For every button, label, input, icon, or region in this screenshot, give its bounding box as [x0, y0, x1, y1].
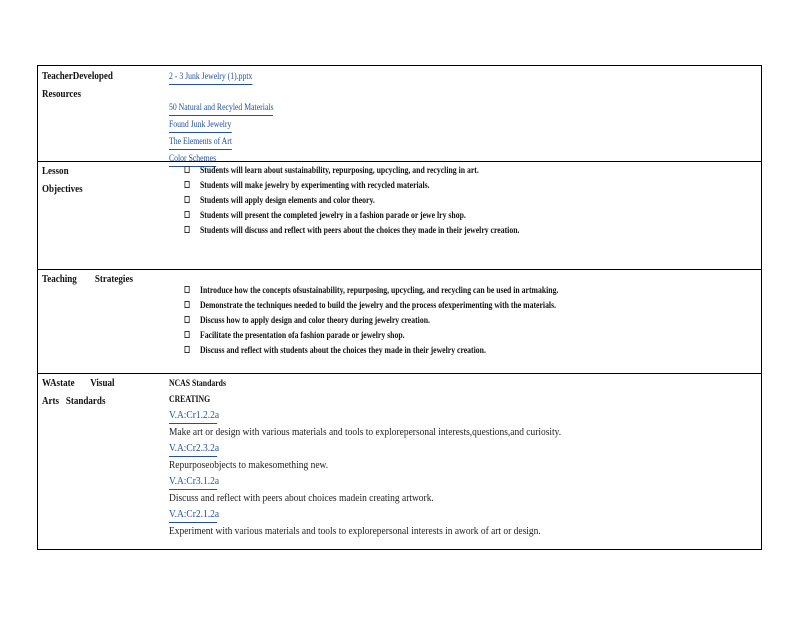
standards-subheading: CREATING: [169, 394, 211, 404]
standard-description: Experiment with various materials and tools to explorepersonal interests in awork of art or design.: [169, 525, 541, 537]
list-item: Discuss and reflect with students about the choices they made in their jewelry creation.: [169, 343, 673, 358]
standard-code-link[interactable]: V.A:Cr1.2.2a: [169, 407, 217, 424]
standard-code-link[interactable]: V.A:Cr2.3.2a: [169, 440, 217, 457]
standard-item: [169, 506, 755, 539]
standard-item: [169, 473, 755, 506]
objectives-label: Lesson Objectives: [42, 166, 83, 195]
objectives-content: [169, 163, 755, 238]
lesson-plan-table: [37, 65, 762, 550]
list-item: Students will make jewelry by experimenting with recycled materials.: [169, 178, 673, 193]
list-item: Students will present the completed jewelry in a fashion parade or jewe lry shop.: [169, 208, 673, 223]
standard-code-link[interactable]: V.A:Cr2.1.2a: [169, 506, 217, 523]
list-item: Discuss how to apply design and color theory during jewelry creation.: [169, 313, 673, 328]
strategies-content: [169, 283, 755, 358]
checkbox-icon: [184, 286, 189, 293]
checkbox-icon: [184, 331, 189, 338]
objectives-list: [169, 163, 755, 238]
strategies-row: [38, 269, 761, 374]
resources-row: [38, 66, 761, 162]
list-item: Students will discuss and reflect with peers about the choices they made in their jewelry creation.: [169, 223, 673, 238]
list-item: Demonstrate the techniques needed to build the jewelry and the process ofexperimenting with the materials.: [169, 298, 673, 313]
checkbox-icon: [184, 196, 189, 203]
checkbox-icon: [184, 346, 189, 353]
resources-label: TeacherDeveloped Resources: [42, 71, 113, 100]
checkbox-icon: [184, 211, 189, 218]
list-item: Introduce how the concepts ofsustainability, repurposing, upcycling, and recycling can be used in artmaking.: [169, 283, 673, 298]
checkbox-icon: [184, 226, 189, 233]
standards-label: WAstate Visual Arts Standards: [42, 378, 115, 407]
standard-code-link[interactable]: V.A:Cr3.1.2a: [169, 473, 217, 490]
standard-description: Repurposeobjects to makesomething new.: [169, 459, 329, 471]
resource-link-junk-jewelry[interactable]: Found Junk Jewelry: [169, 116, 231, 133]
standards-row: [38, 373, 761, 550]
list-item: Students will apply design elements and color theory.: [169, 193, 673, 208]
resource-link-materials[interactable]: 50 Natural and Recyled Materials: [169, 99, 273, 116]
checkbox-icon: [184, 301, 189, 308]
resource-link-pptx[interactable]: 2 - 3 Junk Jewelry (1).pptx: [169, 68, 252, 85]
strategies-label: Teaching Strategies: [42, 274, 133, 285]
objectives-row: [38, 161, 761, 270]
list-item: Facilitate the presentation ofa fashion parade or jewelry shop.: [169, 328, 673, 343]
standard-item: [169, 440, 755, 473]
checkbox-icon: [184, 166, 189, 173]
standards-content: [169, 375, 755, 539]
standard-description: Discuss and reflect with peers about choices madein creating artwork.: [169, 492, 434, 504]
resource-link-elements-of-art[interactable]: The Elements of Art: [169, 133, 232, 150]
standard-item: [169, 407, 755, 440]
checkbox-icon: [184, 181, 189, 188]
resources-content: [169, 68, 755, 167]
standard-description: Make art or design with various materials and tools to explorepersonal interests,questions,and curiosity.: [169, 426, 562, 438]
list-item: Students will learn about sustainability, repurposing, upcycling, and recycling in art.: [169, 163, 673, 178]
checkbox-icon: [184, 316, 189, 323]
strategies-list: [169, 283, 755, 358]
resource-link-color-schemes[interactable]: Color Schemes: [169, 150, 216, 167]
standards-heading: NCAS Standards: [169, 378, 227, 388]
